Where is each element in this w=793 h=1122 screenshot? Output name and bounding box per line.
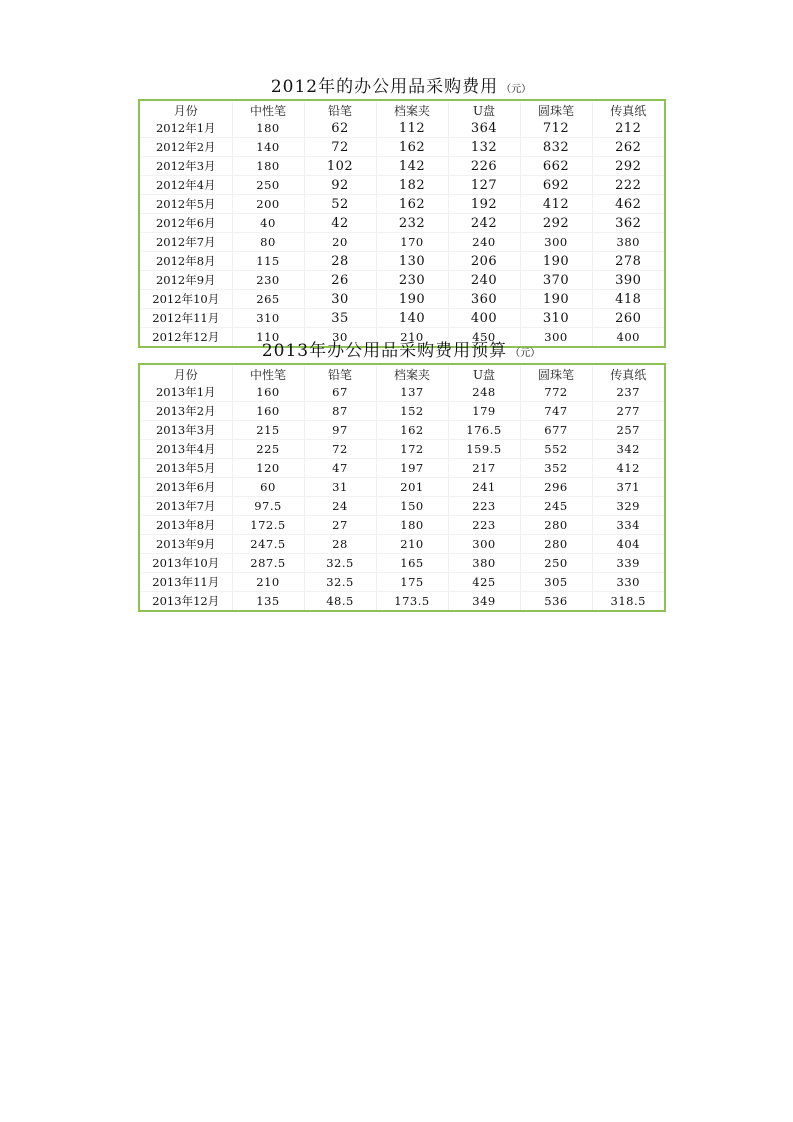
value-cell: 210 [376, 535, 448, 554]
table-2013 [138, 363, 666, 612]
value-cell: 190 [520, 290, 592, 309]
table-2012-header [140, 101, 664, 119]
value-cell: 24 [304, 497, 376, 516]
value-cell: 210 [232, 573, 304, 592]
value-cell: 62 [304, 119, 376, 138]
value-cell: 362 [592, 214, 664, 233]
value-cell: 747 [520, 402, 592, 421]
column-header: 中性笔 [232, 101, 304, 119]
value-cell: 201 [376, 478, 448, 497]
value-cell: 305 [520, 573, 592, 592]
value-cell: 72 [304, 440, 376, 459]
value-cell: 175 [376, 573, 448, 592]
month-cell: 2013年12月 [140, 592, 232, 611]
value-cell: 400 [448, 309, 520, 328]
value-cell: 230 [376, 271, 448, 290]
value-cell: 262 [592, 138, 664, 157]
month-cell: 2013年7月 [140, 497, 232, 516]
table-row [140, 157, 664, 176]
column-header: 圆珠笔 [520, 365, 592, 383]
value-cell: 300 [520, 233, 592, 252]
value-cell: 352 [520, 459, 592, 478]
value-cell: 404 [592, 535, 664, 554]
value-cell: 329 [592, 497, 664, 516]
column-header: 月份 [140, 101, 232, 119]
month-cell: 2013年9月 [140, 535, 232, 554]
month-cell: 2012年1月 [140, 119, 232, 138]
value-cell: 292 [592, 157, 664, 176]
value-cell: 32.5 [304, 573, 376, 592]
value-cell: 48.5 [304, 592, 376, 611]
table-2012-grid [140, 101, 664, 346]
month-cell: 2013年4月 [140, 440, 232, 459]
column-header: 圆珠笔 [520, 101, 592, 119]
value-cell: 137 [376, 383, 448, 402]
value-cell: 412 [520, 195, 592, 214]
table-row [140, 138, 664, 157]
value-cell: 67 [304, 383, 376, 402]
value-cell: 190 [520, 252, 592, 271]
table-row [140, 516, 664, 535]
value-cell: 277 [592, 402, 664, 421]
value-cell: 349 [448, 592, 520, 611]
table-2013-unit: （元） [510, 348, 541, 359]
value-cell: 225 [232, 440, 304, 459]
value-cell: 42 [304, 214, 376, 233]
value-cell: 223 [448, 497, 520, 516]
table-row [140, 478, 664, 497]
value-cell: 371 [592, 478, 664, 497]
table-row [140, 290, 664, 309]
value-cell: 60 [232, 478, 304, 497]
month-cell: 2012年8月 [140, 252, 232, 271]
value-cell: 152 [376, 402, 448, 421]
month-cell: 2013年8月 [140, 516, 232, 535]
value-cell: 180 [232, 119, 304, 138]
value-cell: 257 [592, 421, 664, 440]
table-2012-unit: （元） [501, 84, 532, 95]
value-cell: 28 [304, 252, 376, 271]
value-cell: 200 [232, 195, 304, 214]
month-cell: 2013年6月 [140, 478, 232, 497]
table-row [140, 271, 664, 290]
column-header: 档案夹 [376, 365, 448, 383]
value-cell: 552 [520, 440, 592, 459]
value-cell: 72 [304, 138, 376, 157]
value-cell: 142 [376, 157, 448, 176]
value-cell: 35 [304, 309, 376, 328]
month-cell: 2012年7月 [140, 233, 232, 252]
table-row [140, 214, 664, 233]
table-2013-title-text: 2013年办公用品采购费用预算 [261, 341, 508, 361]
column-header: 铅笔 [304, 365, 376, 383]
month-cell: 2012年5月 [140, 195, 232, 214]
value-cell: 197 [376, 459, 448, 478]
month-cell: 2013年1月 [140, 383, 232, 402]
value-cell: 112 [376, 119, 448, 138]
value-cell: 179 [448, 402, 520, 421]
value-cell: 162 [376, 138, 448, 157]
value-cell: 162 [376, 421, 448, 440]
table-row [140, 440, 664, 459]
value-cell: 120 [232, 459, 304, 478]
value-cell: 140 [232, 138, 304, 157]
value-cell: 692 [520, 176, 592, 195]
value-cell: 380 [592, 233, 664, 252]
table-row [140, 119, 664, 138]
month-cell: 2013年5月 [140, 459, 232, 478]
value-cell: 173.5 [376, 592, 448, 611]
month-cell: 2013年3月 [140, 421, 232, 440]
value-cell: 412 [592, 459, 664, 478]
value-cell: 230 [232, 271, 304, 290]
value-cell: 40 [232, 214, 304, 233]
value-cell: 425 [448, 573, 520, 592]
table-row [140, 497, 664, 516]
value-cell: 292 [520, 214, 592, 233]
value-cell: 300 [448, 535, 520, 554]
table-2013-title [138, 341, 664, 364]
value-cell: 92 [304, 176, 376, 195]
column-header: U盘 [448, 365, 520, 383]
value-cell: 80 [232, 233, 304, 252]
value-cell: 342 [592, 440, 664, 459]
value-cell: 247.5 [232, 535, 304, 554]
month-cell: 2012年11月 [140, 309, 232, 328]
table-2013-header [140, 365, 664, 383]
value-cell: 364 [448, 119, 520, 138]
value-cell: 248 [448, 383, 520, 402]
value-cell: 210 [376, 328, 448, 347]
header-row [140, 101, 664, 119]
table-row [140, 309, 664, 328]
value-cell: 250 [232, 176, 304, 195]
value-cell: 390 [592, 271, 664, 290]
month-cell: 2012年3月 [140, 157, 232, 176]
table-row [140, 421, 664, 440]
value-cell: 265 [232, 290, 304, 309]
value-cell: 240 [448, 233, 520, 252]
table-row [140, 573, 664, 592]
value-cell: 97 [304, 421, 376, 440]
table-2012-title-text: 2012年的办公用品采购费用 [270, 77, 499, 97]
value-cell: 278 [592, 252, 664, 271]
value-cell: 215 [232, 421, 304, 440]
month-cell: 2013年11月 [140, 573, 232, 592]
value-cell: 450 [448, 328, 520, 347]
value-cell: 232 [376, 214, 448, 233]
value-cell: 662 [520, 157, 592, 176]
value-cell: 318.5 [610, 594, 646, 608]
value-cell: 52 [304, 195, 376, 214]
month-cell: 2012年9月 [140, 271, 232, 290]
value-cell: 182 [376, 176, 448, 195]
value-cell: 226 [448, 157, 520, 176]
column-header: U盘 [448, 101, 520, 119]
value-cell: 217 [448, 459, 520, 478]
table-row [140, 554, 664, 573]
value-cell: 30 [304, 328, 376, 347]
value-cell: 159.5 [448, 440, 520, 459]
value-cell: 140 [376, 309, 448, 328]
table-row [140, 252, 664, 271]
value-cell: 20 [304, 233, 376, 252]
value-cell: 677 [520, 421, 592, 440]
value-cell: 418 [592, 290, 664, 309]
value-cell: 712 [520, 119, 592, 138]
value-cell: 339 [592, 554, 664, 573]
table-2012 [138, 99, 666, 348]
value-cell: 160 [232, 383, 304, 402]
value-cell: 212 [592, 119, 664, 138]
value-cell: 132 [448, 138, 520, 157]
table-row [140, 176, 664, 195]
value-cell: 370 [520, 271, 592, 290]
table-row [140, 233, 664, 252]
value-cell: 190 [376, 290, 448, 309]
month-cell: 2012年10月 [140, 290, 232, 309]
value-cell: 110 [232, 328, 304, 347]
value-cell: 30 [304, 290, 376, 309]
value-cell: 180 [232, 157, 304, 176]
value-cell: 176.5 [448, 421, 520, 440]
month-cell: 2012年12月 [140, 328, 232, 347]
table-row [140, 383, 664, 402]
column-header: 月份 [140, 365, 232, 383]
value-cell: 31 [304, 478, 376, 497]
value-cell: 242 [448, 214, 520, 233]
value-cell: 115 [232, 252, 304, 271]
value-cell: 192 [448, 195, 520, 214]
month-cell: 2012年2月 [140, 138, 232, 157]
value-cell: 162 [376, 195, 448, 214]
table-row [140, 535, 664, 554]
value-cell: 27 [304, 516, 376, 535]
value-cell: 832 [520, 138, 592, 157]
value-cell: 102 [304, 157, 376, 176]
value-cell: 380 [448, 554, 520, 573]
value-cell: 87 [304, 402, 376, 421]
value-cell: 130 [376, 252, 448, 271]
column-header: 铅笔 [304, 101, 376, 119]
table-row [140, 592, 664, 611]
value-cell: 222 [592, 176, 664, 195]
month-cell: 2012年6月 [140, 214, 232, 233]
value-cell: 300 [520, 328, 592, 347]
value-cell: 150 [376, 497, 448, 516]
table-2013-body [140, 383, 664, 610]
header-row [140, 365, 664, 383]
month-cell: 2012年4月 [140, 176, 232, 195]
value-cell: 250 [520, 554, 592, 573]
column-header: 档案夹 [376, 101, 448, 119]
value-cell: 280 [520, 535, 592, 554]
value-cell: 240 [448, 271, 520, 290]
value-cell: 32.5 [304, 554, 376, 573]
value-cell: 260 [592, 309, 664, 328]
value-cell: 172 [376, 440, 448, 459]
value-cell: 47 [304, 459, 376, 478]
column-header: 传真纸 [610, 103, 647, 118]
value-cell: 28 [304, 535, 376, 554]
column-header: 传真纸 [610, 367, 647, 382]
table-row [140, 402, 664, 421]
value-cell: 330 [592, 573, 664, 592]
value-cell: 206 [448, 252, 520, 271]
value-cell: 237 [592, 383, 664, 402]
value-cell: 170 [376, 233, 448, 252]
table-row [140, 195, 664, 214]
value-cell: 160 [232, 402, 304, 421]
table-row [140, 459, 664, 478]
value-cell: 360 [448, 290, 520, 309]
month-cell: 2013年2月 [140, 402, 232, 421]
value-cell: 296 [520, 478, 592, 497]
value-cell: 127 [448, 176, 520, 195]
value-cell: 165 [376, 554, 448, 573]
value-cell: 334 [592, 516, 664, 535]
value-cell: 310 [232, 309, 304, 328]
value-cell: 26 [304, 271, 376, 290]
value-cell: 536 [520, 592, 592, 611]
value-cell: 310 [520, 309, 592, 328]
value-cell: 135 [232, 592, 304, 611]
value-cell: 97.5 [232, 497, 304, 516]
month-cell: 2013年10月 [140, 554, 232, 573]
value-cell: 245 [520, 497, 592, 516]
value-cell: 180 [376, 516, 448, 535]
value-cell: 280 [520, 516, 592, 535]
value-cell: 223 [448, 516, 520, 535]
table-2012-body [140, 119, 664, 346]
column-header: 中性笔 [232, 365, 304, 383]
value-cell: 241 [448, 478, 520, 497]
value-cell: 172.5 [232, 516, 304, 535]
table-2013-grid [140, 365, 664, 610]
table-2012-title [138, 77, 664, 100]
value-cell: 287.5 [232, 554, 304, 573]
value-cell: 772 [520, 383, 592, 402]
value-cell: 462 [592, 195, 664, 214]
value-cell: 400 [616, 330, 640, 344]
